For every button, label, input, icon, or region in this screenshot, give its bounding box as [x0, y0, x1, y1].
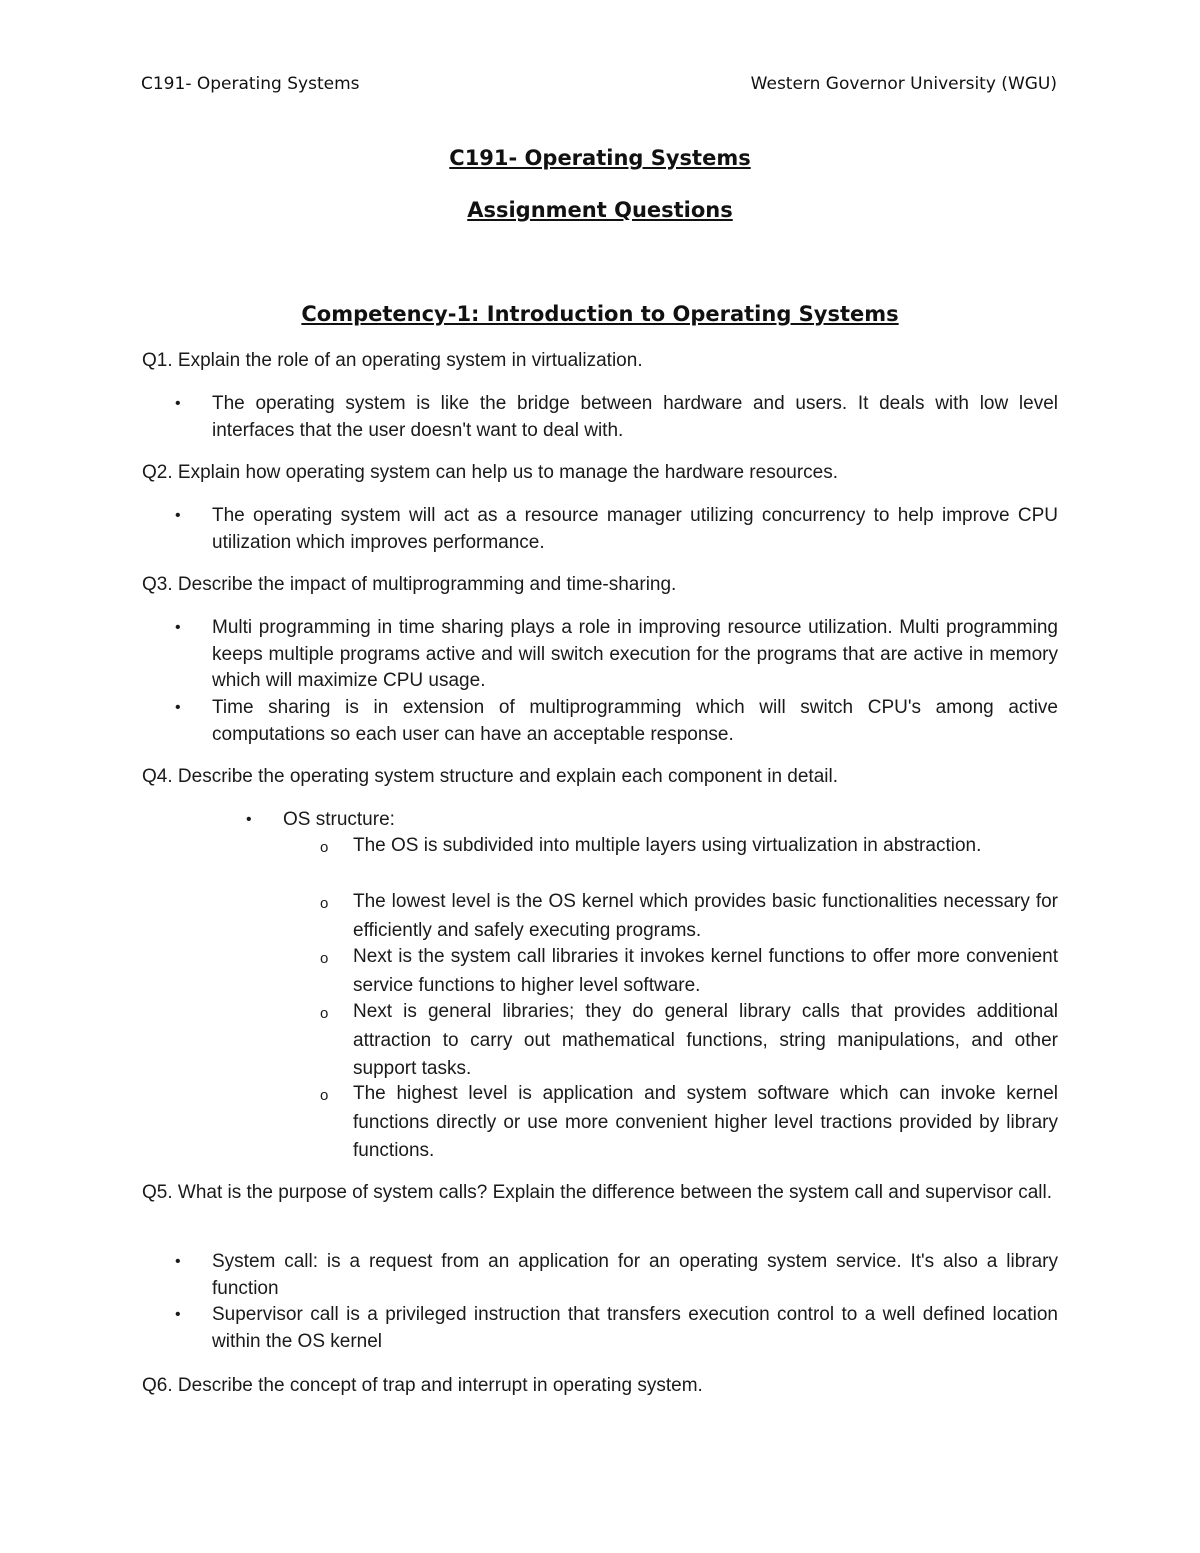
answer-5-2 — [175, 1302, 1058, 1355]
sub-answer-text: The highest level is application and system software which can invoke kernel functions directly or use more convenient higher level tractions provided by library functions. — [353, 1083, 1058, 1161]
answer-text: Supervisor call is a privileged instruction that transfers execution control to a well defined location within the OS kernel — [212, 1304, 1058, 1352]
sub-bullet-icon: o — [320, 1087, 329, 1104]
question-1: Q1. Explain the role of an operating system in virtualization. — [142, 350, 643, 371]
sub-bullet-icon: o — [320, 839, 329, 856]
question-3: Q3. Describe the impact of multiprogramming and time-sharing. — [142, 574, 677, 595]
bullet-icon: • — [175, 395, 181, 412]
sub-answer-text: Next is general libraries; they do general library calls that provides additional attraction to carry out mathematical functions, string manipulations, and other support tasks. — [353, 1001, 1058, 1079]
bullet-icon: • — [175, 699, 181, 716]
answer-text: The operating system will act as a resource manager utilizing concurrency to help improve CPU utilization which improves performance. — [212, 505, 1058, 553]
question-5: Q5. What is the purpose of system calls? Explain the difference between the system call and supervisor call. — [142, 1182, 1052, 1203]
sub-answer-4-3 — [320, 943, 1058, 1000]
answer-3-1 — [175, 615, 1058, 695]
sub-answer-text: Next is the system call libraries it invokes kernel functions to offer more convenient service functions to higher level software. — [353, 946, 1058, 996]
question-4: Q4. Describe the operating system structure and explain each component in detail. — [142, 766, 838, 787]
answer-5-1 — [175, 1249, 1058, 1302]
sub-answer-text: The OS is subdivided into multiple layers using virtualization in abstraction. — [353, 835, 982, 856]
header-left: C191- Operating Systems — [141, 74, 360, 94]
answer-text: Time sharing is in extension of multiprogramming which will switch CPU's among active computations so each user can have an acceptable response. — [212, 697, 1058, 745]
sub-bullet-icon: o — [320, 950, 329, 967]
answer-text: The operating system is like the bridge between hardware and users. It deals with low level interfaces that the user doesn't want to deal with. — [212, 393, 1058, 441]
sub-bullet-icon: o — [320, 895, 329, 912]
sub-answer-4-5 — [320, 1080, 1058, 1166]
bullet-icon: • — [175, 1253, 181, 1270]
answer-1-1 — [175, 391, 1058, 444]
answer-4-1 — [246, 807, 1058, 834]
header-right: Western Governor University (WGU) — [750, 74, 1057, 94]
answer-text: Multi programming in time sharing plays a role in improving resource utilization. Multi programming keeps multiple programs active and will switch execution for the programs that are active in memory which will maximize CPU usage. — [212, 617, 1058, 691]
sub-bullet-icon: o — [320, 1005, 329, 1022]
answer-3-2 — [175, 695, 1058, 748]
answer-text: OS structure: — [283, 809, 395, 830]
answer-2-1 — [175, 503, 1058, 556]
question-2: Q2. Explain how operating system can help us to manage the hardware resources. — [142, 462, 838, 483]
bullet-icon: • — [175, 507, 181, 524]
sub-answer-text: The lowest level is the OS kernel which provides basic functionalities necessary for efficiently and safely executing programs. — [353, 891, 1058, 941]
document-title: C191- Operating Systems — [449, 146, 751, 170]
sub-answer-4-2 — [320, 888, 1058, 945]
bullet-icon: • — [175, 619, 181, 636]
sub-answer-4-1 — [320, 832, 1058, 861]
document-subtitle: Assignment Questions — [467, 198, 733, 222]
answer-text: System call: is a request from an application for an operating system service. It's also a library function — [212, 1251, 1058, 1299]
bullet-icon: • — [175, 1306, 181, 1323]
sub-answer-4-4 — [320, 998, 1058, 1084]
section-heading: Competency-1: Introduction to Operating Systems — [301, 302, 899, 326]
bullet-icon: • — [246, 811, 252, 828]
question-6: Q6. Describe the concept of trap and interrupt in operating system. — [142, 1375, 703, 1396]
